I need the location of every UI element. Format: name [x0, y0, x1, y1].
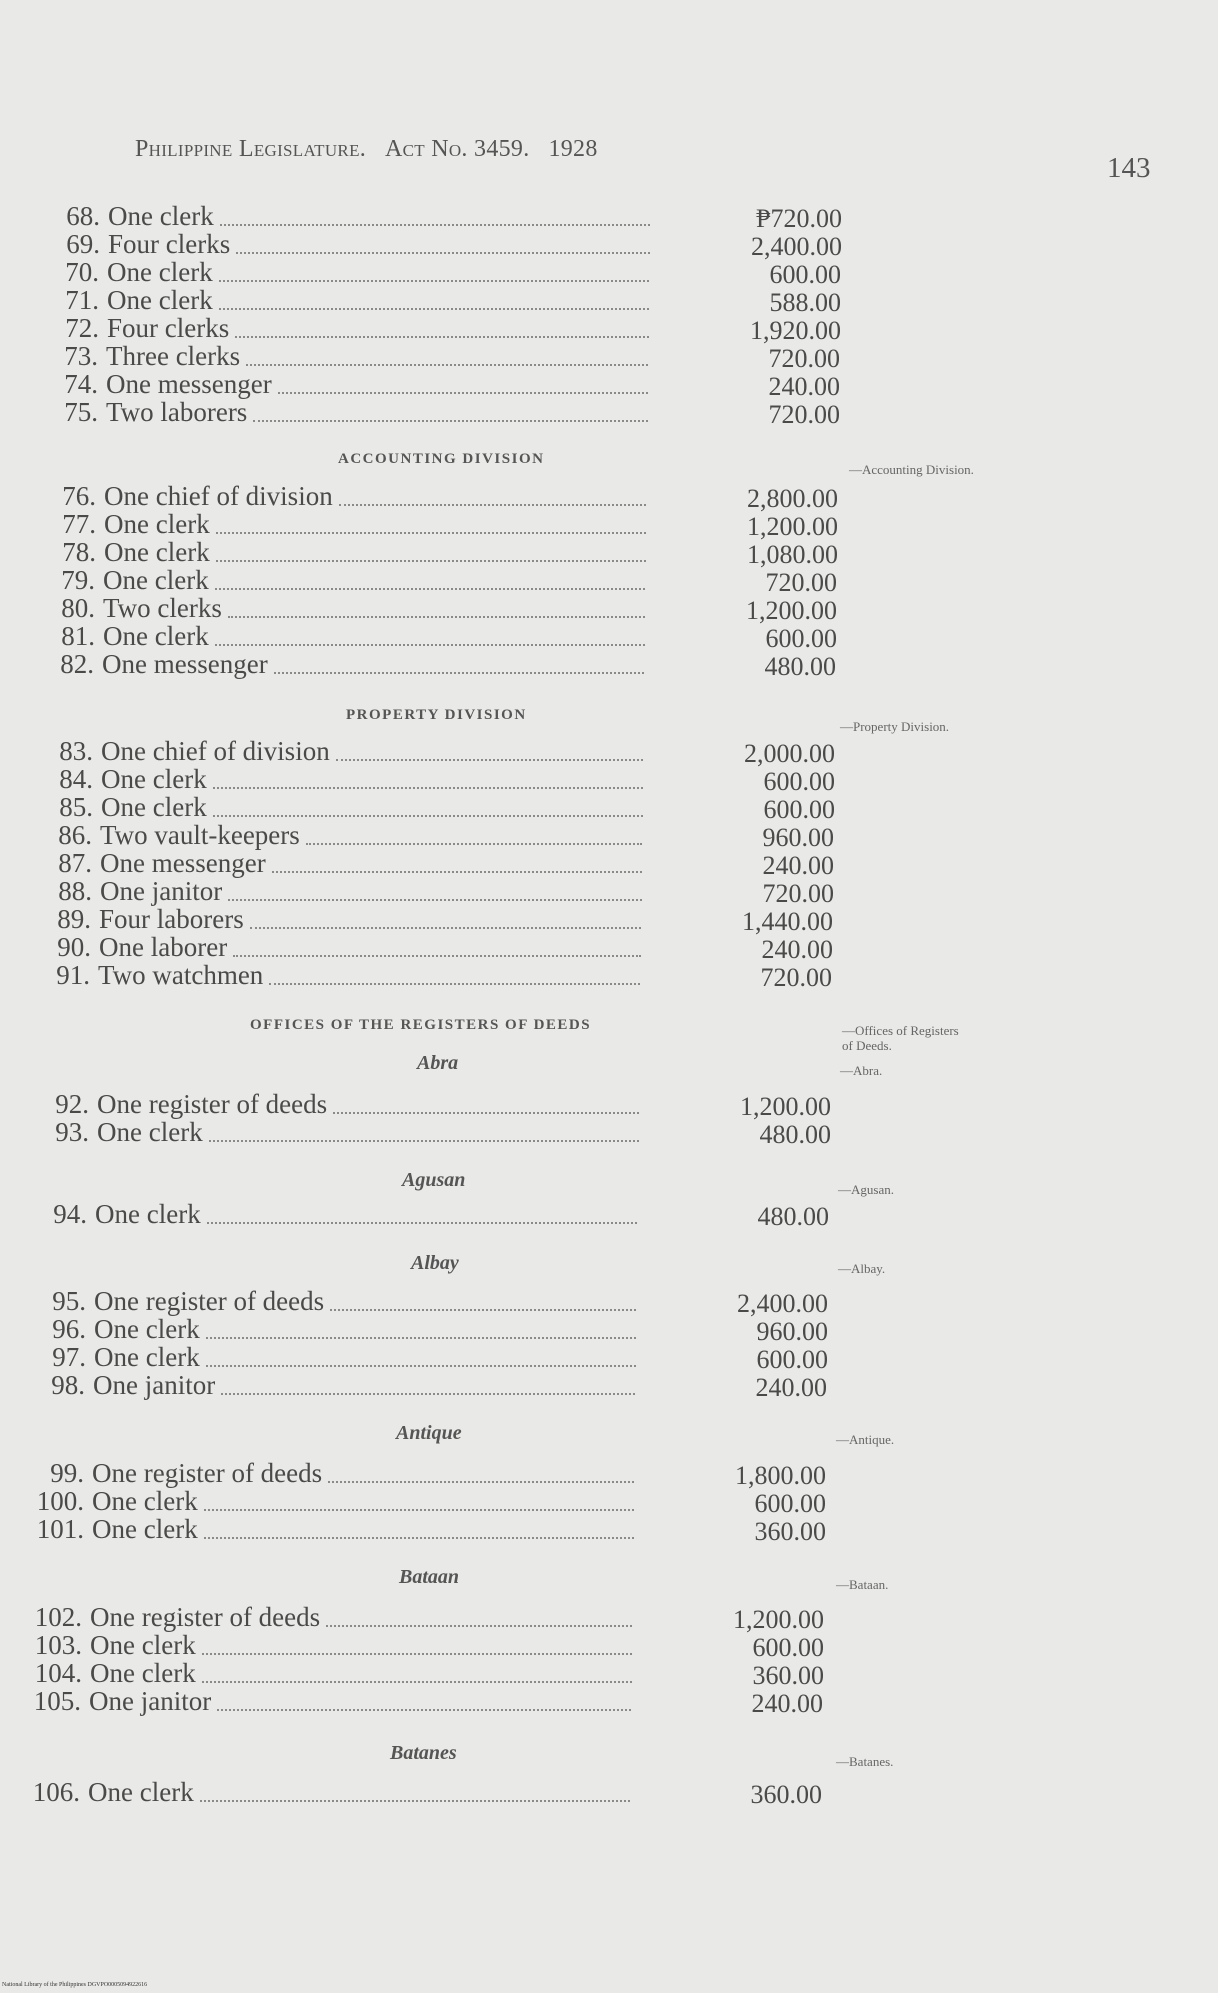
page-number: 143 [1107, 152, 1151, 184]
item-number: 74. [64, 369, 98, 399]
item-amount: ₱720.00 [756, 204, 842, 233]
leader-dots [215, 588, 645, 590]
item-description: One register of deeds [94, 1286, 325, 1316]
item-amount: 2,000.00 [744, 739, 835, 768]
item-amount: 1,200.00 [747, 512, 838, 541]
item-number: 75. [64, 397, 98, 427]
item-amount: 720.00 [768, 400, 840, 429]
item-amount: 240.00 [755, 1373, 827, 1402]
item-amount: 600.00 [756, 1345, 828, 1374]
item-amount: 720.00 [765, 568, 837, 597]
item-number: 102. [34, 1602, 82, 1632]
item-number: 88. [58, 876, 92, 906]
leader-dots [219, 280, 649, 282]
item-amount: 1,200.00 [733, 1605, 824, 1634]
item-description: One clerk [88, 1777, 194, 1807]
leader-dots [200, 1800, 630, 1802]
item-number: 70. [65, 257, 99, 287]
item-amount: 360.00 [754, 1517, 826, 1546]
item-number: 103. [34, 1630, 82, 1660]
item-number: 73. [64, 341, 98, 371]
item-description: Four laborers [99, 904, 244, 934]
leader-dots [326, 1625, 632, 1627]
item-number: 95. [52, 1286, 86, 1316]
item-description: One chief of division [104, 481, 333, 511]
item-amount: 960.00 [762, 823, 834, 852]
item-description: One messenger [102, 649, 268, 679]
leader-dots [220, 224, 650, 226]
subheading-abra: Abra [417, 1052, 459, 1074]
item-description: One clerk [104, 509, 210, 539]
leader-dots [213, 815, 643, 817]
item-description: One clerk [97, 1117, 203, 1147]
item-number: 68. [66, 201, 100, 231]
item-number: 83. [59, 736, 93, 766]
item-number: 98. [51, 1370, 85, 1400]
item-description: Two laborers [106, 397, 248, 427]
item-description: One clerk [92, 1514, 198, 1544]
item-number: 97. [52, 1342, 86, 1372]
item-description: One clerk [104, 537, 210, 567]
item-description: One clerk [92, 1486, 198, 1516]
item-amount: 600.00 [765, 624, 837, 653]
margin-note-bataan: —Bataan. [836, 1577, 889, 1592]
header-legislature: Philippine Legislature. [135, 136, 367, 162]
item-number: 82. [60, 649, 94, 679]
header-act: Act No. 3459. [384, 136, 530, 162]
item-amount: 2,400.00 [737, 1289, 828, 1318]
leader-dots [206, 1337, 636, 1339]
item-number: 77. [62, 509, 96, 539]
leader-dots [216, 560, 646, 562]
item-amount: 1,200.00 [740, 1092, 831, 1121]
item-description: One register of deeds [97, 1089, 328, 1119]
item-number: 104. [34, 1658, 82, 1688]
item-number: 87. [58, 848, 92, 878]
item-number: 78. [62, 537, 96, 567]
item-number: 90. [57, 932, 91, 962]
item-number: 92. [55, 1089, 89, 1119]
item-description: One clerk [107, 285, 213, 315]
section-heading-registers: OFFICES OF THE REGISTERS OF DEEDS [250, 1017, 592, 1033]
scan-footer: National Library of the Philippines DGVPO0005094922616 [2, 1982, 148, 1988]
item-amount: 360.00 [752, 1661, 824, 1690]
item-description: One clerk [103, 565, 209, 595]
leader-dots [228, 899, 642, 901]
leader-dots [204, 1537, 634, 1539]
margin-note-property: —Property Division. [840, 719, 950, 734]
item-number: 81. [61, 621, 95, 651]
item-description: One clerk [94, 1342, 200, 1372]
item-number: 99. [50, 1458, 84, 1488]
leader-dots [274, 672, 644, 674]
item-description: One clerk [90, 1658, 196, 1688]
leader-dots [278, 392, 648, 394]
leader-dots [213, 787, 643, 789]
leader-dots [330, 1309, 636, 1311]
leader-dots [219, 308, 649, 310]
item-amount: 600.00 [763, 767, 835, 796]
item-amount: 2,800.00 [747, 484, 838, 513]
leader-dots [336, 759, 643, 761]
item-amount: 600.00 [754, 1489, 826, 1518]
item-description: One messenger [100, 848, 266, 878]
item-number: 91. [56, 960, 90, 990]
leader-dots [246, 364, 648, 366]
item-description: One janitor [93, 1370, 216, 1400]
margin-note-abra: —Abra. [840, 1063, 883, 1078]
subheading-antique: Antique [396, 1422, 462, 1444]
item-description: One messenger [106, 369, 272, 399]
leader-dots [206, 1365, 636, 1367]
margin-note-accounting: —Accounting Division. [849, 462, 974, 477]
leader-dots [250, 927, 641, 929]
item-description: One clerk [95, 1199, 201, 1229]
item-description: Two clerks [103, 593, 222, 623]
item-amount: 480.00 [764, 652, 836, 681]
leader-dots [207, 1222, 637, 1224]
item-amount: 960.00 [756, 1317, 828, 1346]
leader-dots [272, 871, 642, 873]
item-amount: 720.00 [768, 344, 840, 373]
item-amount: 2,400.00 [751, 232, 842, 261]
item-number: 85. [59, 792, 93, 822]
item-amount: 600.00 [763, 795, 835, 824]
leader-dots [328, 1481, 634, 1483]
item-number: 80. [61, 593, 95, 623]
margin-note-batanes: —Batanes. [836, 1754, 894, 1769]
item-amount: 360.00 [750, 1780, 822, 1809]
item-amount: 1,800.00 [735, 1461, 826, 1490]
leader-dots [209, 1140, 639, 1142]
item-amount: 720.00 [762, 879, 834, 908]
item-amount: 240.00 [761, 935, 833, 964]
item-description: Four clerks [107, 313, 230, 343]
item-description: One janitor [100, 876, 223, 906]
leader-dots [253, 420, 648, 422]
item-amount: 1,200.00 [746, 596, 837, 625]
item-number: 76. [62, 481, 96, 511]
item-number: 101. [36, 1514, 84, 1544]
item-description: Three clerks [106, 341, 241, 371]
item-description: One clerk [101, 792, 207, 822]
item-number: 79. [61, 565, 95, 595]
leader-dots [217, 1709, 631, 1711]
item-description: One register of deeds [92, 1458, 323, 1488]
leader-dots [339, 504, 646, 506]
item-description: One clerk [107, 257, 213, 287]
leader-dots [269, 983, 640, 985]
item-description: One clerk [101, 764, 207, 794]
item-number: 71. [65, 285, 99, 315]
item-amount: 720.00 [760, 963, 832, 992]
running-header [135, 136, 598, 163]
item-amount: 480.00 [759, 1120, 831, 1149]
margin-note-agusan: —Agusan. [838, 1182, 894, 1197]
item-number: 89. [57, 904, 91, 934]
item-amount: 240.00 [768, 372, 840, 401]
subheading-albay: Albay [411, 1252, 459, 1274]
item-amount: 600.00 [752, 1633, 824, 1662]
item-description: One register of deeds [90, 1602, 321, 1632]
item-number: 84. [59, 764, 93, 794]
leader-dots [215, 644, 645, 646]
margin-note-registers-line2: of Deeds. [842, 1038, 892, 1053]
margin-note-albay: —Albay. [838, 1261, 886, 1276]
leader-dots [202, 1653, 632, 1655]
item-description: One chief of division [101, 736, 330, 766]
item-amount: 480.00 [757, 1202, 829, 1231]
item-number: 69. [66, 229, 100, 259]
item-description: One clerk [108, 201, 214, 231]
item-amount: 240.00 [762, 851, 834, 880]
item-description: One clerk [103, 621, 209, 651]
item-number: 96. [52, 1314, 86, 1344]
item-number: 94. [53, 1199, 87, 1229]
leader-dots [221, 1393, 635, 1395]
subheading-batanes: Batanes [390, 1742, 457, 1764]
margin-note-antique: —Antique. [836, 1432, 895, 1447]
leader-dots [202, 1681, 632, 1683]
section-heading-accounting: ACCOUNTING DIVISION [338, 451, 545, 467]
leader-dots [228, 616, 645, 618]
item-description: Two vault-keepers [100, 820, 300, 850]
item-description: Two watchmen [98, 960, 264, 990]
item-description: One laborer [99, 932, 228, 962]
leader-dots [235, 336, 649, 338]
item-number: 100. [36, 1486, 84, 1516]
item-amount: 1,440.00 [742, 907, 833, 936]
header-year: 1928 [548, 136, 598, 162]
item-description: One clerk [90, 1630, 196, 1660]
subheading-bataan: Bataan [399, 1566, 460, 1588]
item-description: One janitor [89, 1686, 212, 1716]
item-number: 105. [33, 1686, 81, 1716]
item-amount: 600.00 [769, 260, 841, 289]
leader-dots [204, 1509, 634, 1511]
item-number: 86. [58, 820, 92, 850]
item-amount: 1,920.00 [750, 316, 841, 345]
leader-dots [333, 1112, 639, 1114]
item-amount: 240.00 [751, 1689, 823, 1718]
leader-dots [306, 843, 642, 845]
item-amount: 1,080.00 [747, 540, 838, 569]
item-description: One clerk [94, 1314, 200, 1344]
leader-dots [233, 955, 641, 957]
section-heading-property: PROPERTY DIVISION [346, 707, 527, 723]
margin-note-registers-line1: —Offices of Registers [842, 1023, 959, 1038]
item-number: 72. [65, 313, 99, 343]
item-amount: 588.00 [769, 288, 841, 317]
item-description: Four clerks [108, 229, 231, 259]
item-number: 93. [55, 1117, 89, 1147]
leader-dots [216, 532, 646, 534]
leader-dots [236, 252, 650, 254]
item-number: 106. [32, 1777, 80, 1807]
subheading-agusan: Agusan [402, 1169, 466, 1191]
